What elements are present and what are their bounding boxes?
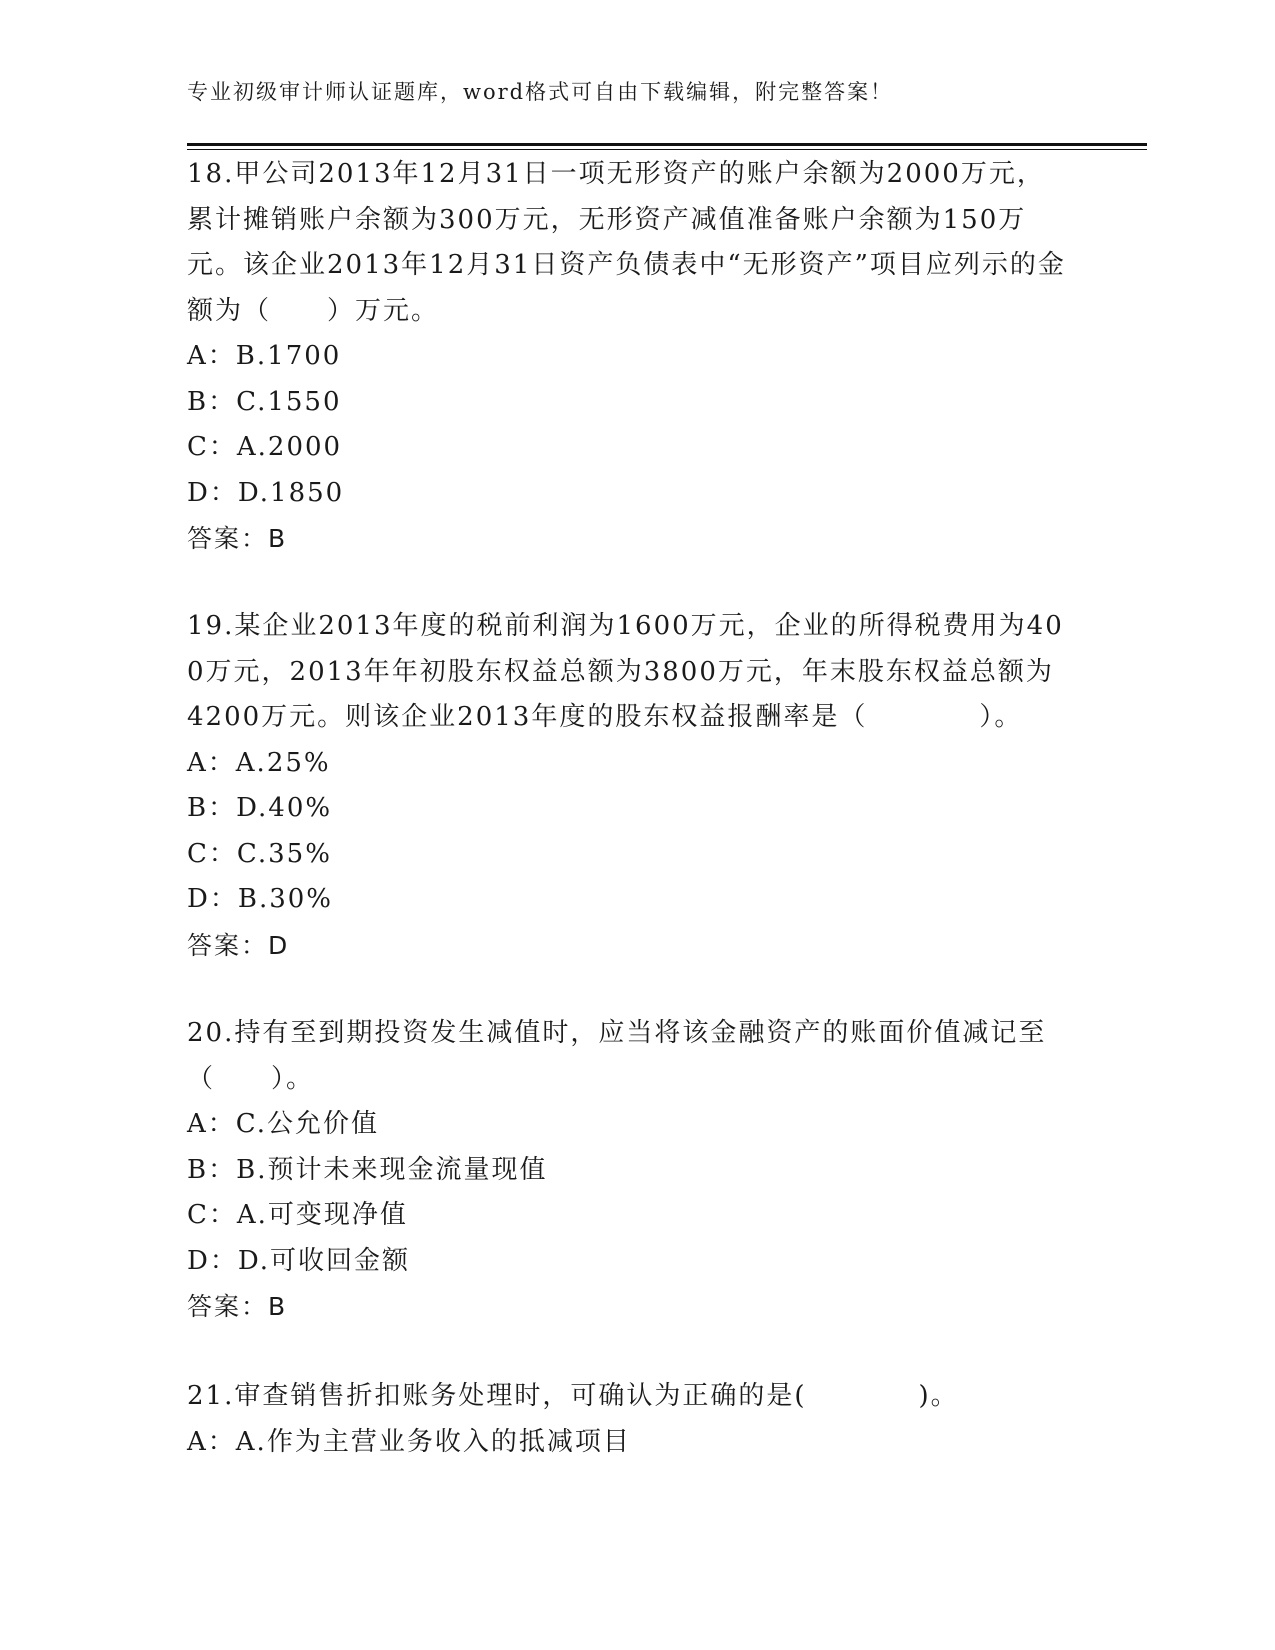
- option-b: B：C.1550: [187, 386, 342, 417]
- question-21: [187, 1374, 1067, 1465]
- option-d: D：D.可收回金额: [187, 1245, 411, 1276]
- option-d: D：B.30%: [187, 884, 334, 914]
- answer-line: 答案：B: [187, 524, 288, 553]
- question-18: [187, 152, 1067, 562]
- question-20: [187, 1011, 1067, 1330]
- option-c: C：A.可变现净值: [187, 1200, 408, 1230]
- header-rule-thick: [187, 143, 1147, 146]
- question-19: [187, 604, 1067, 968]
- answer-line: 答案：D: [187, 930, 290, 960]
- option-a: A：A.25%: [187, 747, 331, 778]
- question-stem: 18.甲公司2013年12月31日一项无形资产的账户余额为2000万元，累计摊销账户余额为300万元，无形资产减值准备账户余额为150万元。该企业2013年12月31日资产负债表中“无形资产”项目应列示的金额为（ ）万元。: [187, 159, 1066, 326]
- page-header: 专业初级审计师认证题库，word格式可自由下载编辑，附完整答案！: [187, 80, 894, 104]
- option-a: A：A.作为主营业务收入的抵减项目: [187, 1426, 631, 1457]
- answer-line: 答案：B: [187, 1292, 288, 1321]
- question-stem: 20.持有至到期投资发生减值时，应当将该金融资产的账面价值减记至（ ）。: [187, 1018, 1047, 1094]
- option-a: A：B.1700: [187, 341, 342, 371]
- option-c: C：C.35%: [187, 838, 332, 869]
- question-stem: 19.某企业2013年度的税前利润为1600万元，企业的所得税费用为400万元，2013年年初股东权益总额为3800万元，年末股东权益总额为4200万元。则该企业2013年度的股东权益报酬率是（ ）。: [187, 611, 1064, 732]
- question-stem: 21.审查销售折扣账务处理时，可确认为正确的是( )。: [187, 1381, 959, 1411]
- option-a: A：C.公允价值: [187, 1109, 380, 1139]
- option-b: B：B.预计未来现金流量现值: [187, 1154, 548, 1185]
- option-b: B：D.40%: [187, 793, 333, 823]
- option-c: C：A.2000: [187, 432, 343, 462]
- header-rule-thin: [187, 149, 1147, 150]
- option-d: D：D.1850: [187, 477, 345, 508]
